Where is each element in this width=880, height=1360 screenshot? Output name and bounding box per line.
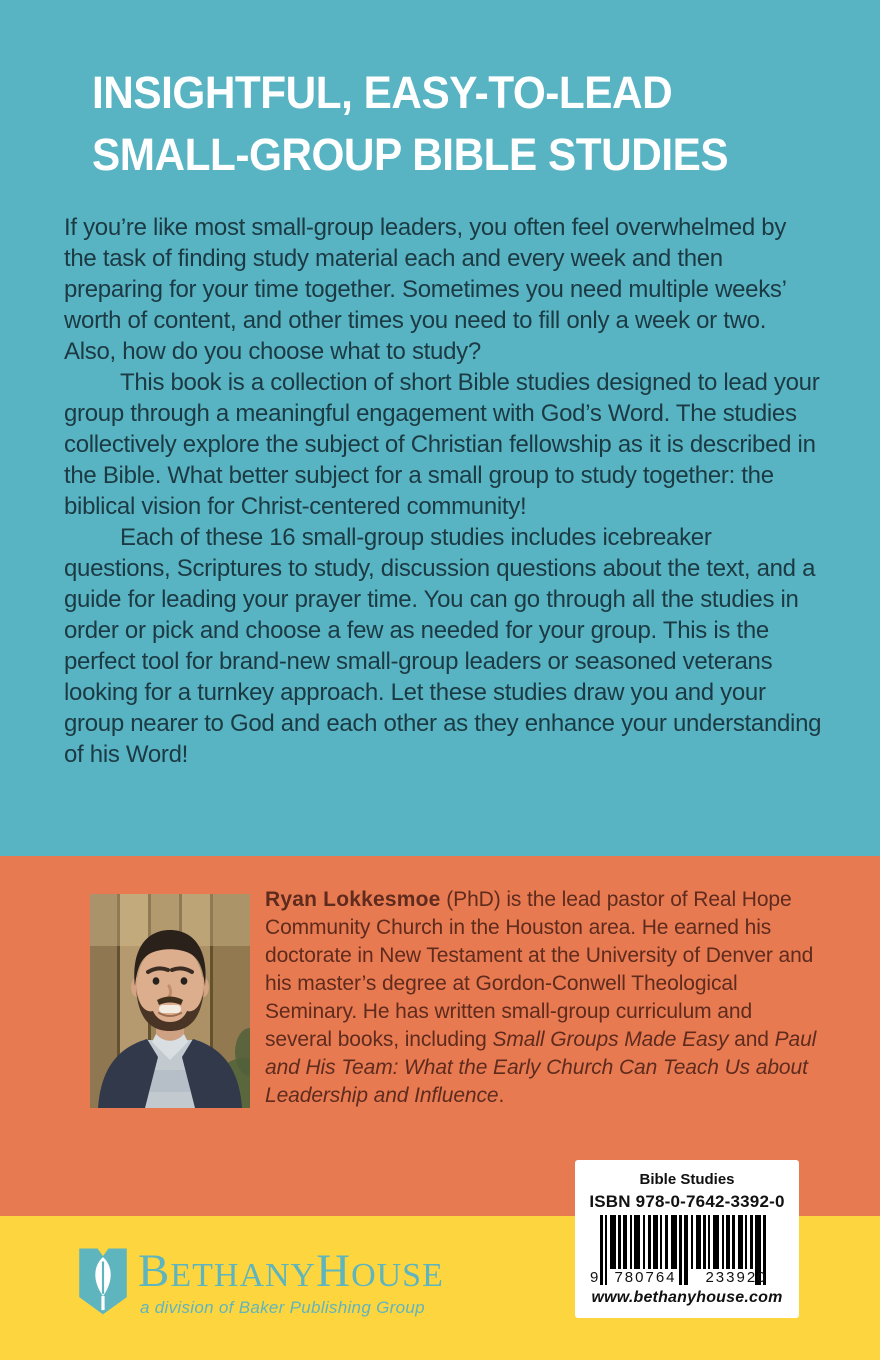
- synopsis-paragraph-2: This book is a collection of short Bible studies designed to lead your group through a meaningful engagement with God’s Word. The studies collectively explore the subject of Christian fellowship as it is described in the Bible. What better subject for a small group to study together: the biblical vision for Christ-centered community!: [64, 369, 820, 520]
- logo-ethany: ETHANY: [170, 1257, 317, 1294]
- barcode-digits-group2: 233920: [705, 1269, 768, 1286]
- book-title-1: Small Groups Made Easy: [492, 1028, 729, 1051]
- publisher-logo: [76, 1246, 444, 1318]
- book-title-2: Paul and His Team: What the Early Church Can Teach Us about Leadership and Influence: [265, 1028, 817, 1107]
- author-bio: [265, 886, 822, 1110]
- logo-ouse: OUSE: [351, 1257, 444, 1294]
- headline-line2: SMALL-GROUP BIBLE STUDIES: [92, 129, 729, 180]
- publisher-website: www.bethanyhouse.com: [591, 1289, 783, 1306]
- isbn-label: ISBN 978-0-7642-3392-0: [589, 1192, 785, 1211]
- synopsis-paragraph-3: Each of these 16 small-group studies includes icebreaker questions, Scriptures to study, discussion questions about the text, and a guide for leading your prayer time. You can go through all the studies in order or pick and choose a few as needed for your group. This is the perfect tool for brand-new small-group leaders or seasoned veterans looking for a turnkey approach. Let these studies draw you and your group nearer to God and each other as they enhance your understanding of his Word!: [64, 524, 822, 768]
- bio-text-3: .: [498, 1084, 505, 1107]
- author-portrait-illustration: [90, 894, 250, 1108]
- publisher-name: [138, 1245, 444, 1297]
- headline: [92, 62, 728, 186]
- synopsis-paragraph-1: If you’re like most small-group leaders, you often feel overwhelmed by the task of finding study material each and every week and then preparing for your time together. Sometimes you need multiple weeks’ worth of content, and other times you need to fill only a week or two. Also, how do you choose what to study?: [64, 214, 787, 365]
- barcode-panel: [575, 1160, 799, 1318]
- publisher-logo-textblock: [138, 1246, 444, 1318]
- barcode-digit-lead: 9: [590, 1269, 599, 1286]
- author-name: Ryan Lokkesmoe: [265, 888, 441, 911]
- barcode-digits: [590, 1269, 782, 1286]
- bethany-leaf-icon: [76, 1246, 130, 1318]
- logo-letter-h: H: [316, 1245, 352, 1297]
- bio-text-2: and: [728, 1028, 775, 1051]
- headline-line1: INSIGHTFUL, EASY-TO-LEAD: [92, 67, 673, 118]
- publisher-tagline: a division of Baker Publishing Group: [140, 1298, 425, 1317]
- category-label: Bible Studies: [639, 1171, 735, 1188]
- bio-text-1: (PhD) is the lead pastor of Real Hope Community Church in the Houston area. He earned his doctorate in New Testament at the University of Denver and his master’s degree at Gordon-Conwell Theological Seminary. He has written small-group curriculum and several books, including: [265, 888, 814, 1051]
- author-photo: [90, 894, 250, 1108]
- barcode-digits-group1: 780764: [614, 1269, 677, 1286]
- barcode: [592, 1215, 782, 1285]
- logo-letter-b: B: [138, 1245, 171, 1297]
- synopsis-text: [64, 212, 822, 770]
